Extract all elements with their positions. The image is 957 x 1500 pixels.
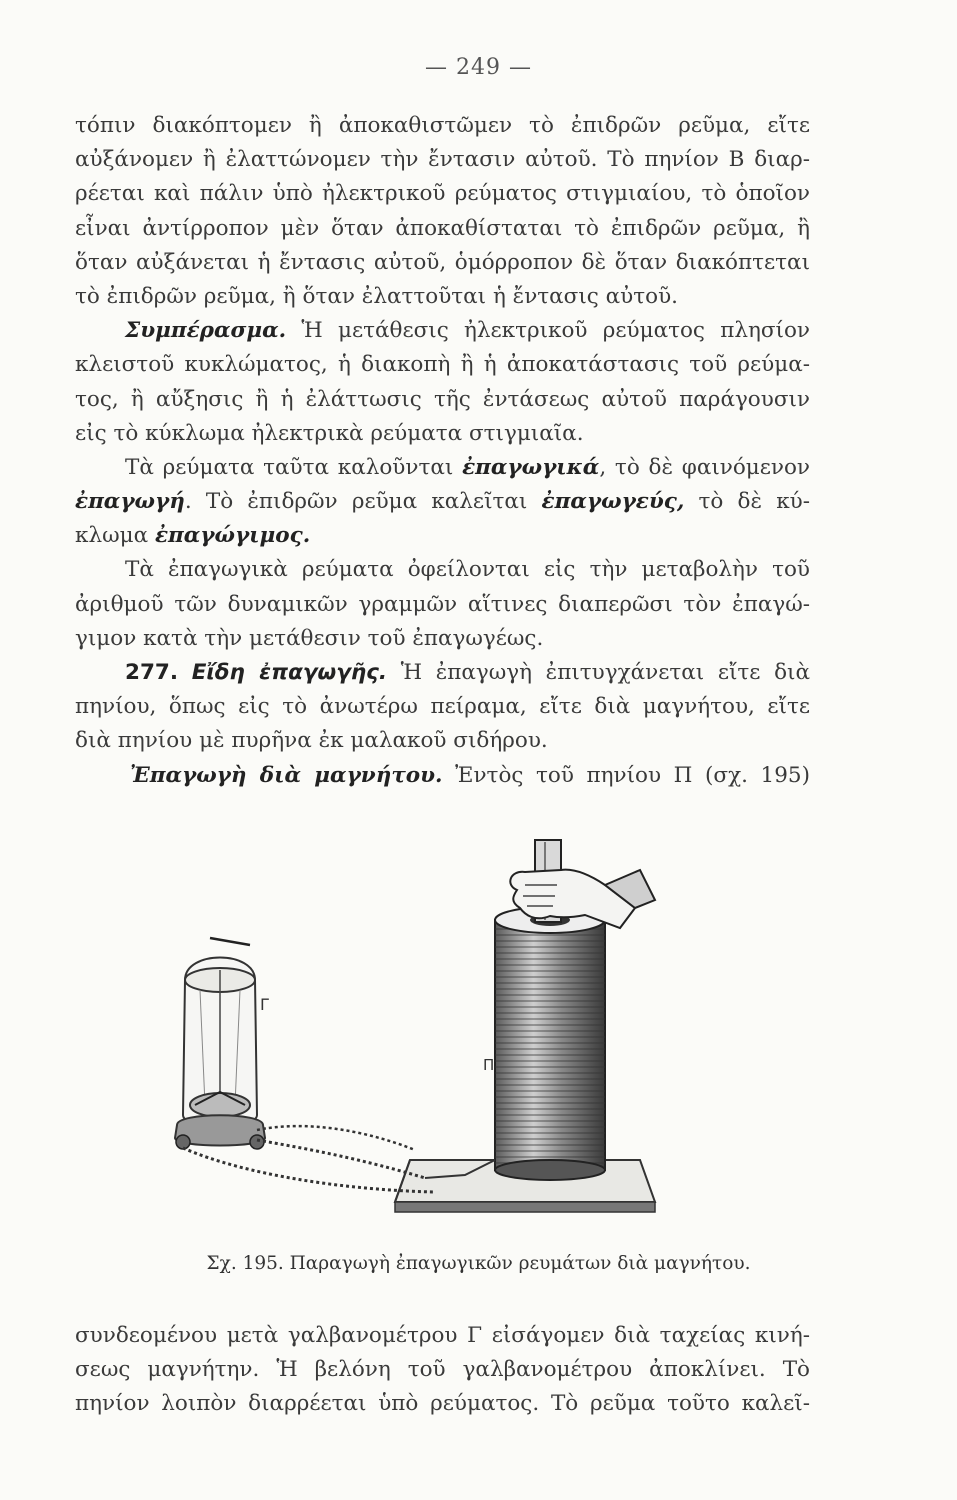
text-line: αὐξάνομεν ἢ ἐλαττώνομεν τὴν ἔντασιν αὐτοῦ. Τὸ πηνίον Β διαρ-: [75, 147, 810, 173]
text-line: πηνίον λοιπὸν διαρρέεται ὑπὸ ρεύματος. Τὸ ρεῦμα τοῦτο καλεῖ-: [75, 1391, 810, 1417]
text-fragment: Τὰ ρεύματα ταῦτα καλοῦνται: [125, 454, 454, 480]
induction-line-1: [75, 451, 810, 485]
section-text: Ἡ ἐπαγωγὴ ἐπιτυγχάνεται εἴτε διὰ: [400, 660, 810, 685]
magnet-heading: Ἐπαγωγὴ διὰ μαγνήτου.: [130, 762, 443, 788]
text-line: διὰ πηνίου μὲ πυρῆνα ἐκ μαλακοῦ σιδήρου.: [75, 728, 548, 754]
text-line: σεως μαγνήτην. Ἡ βελόνη τοῦ γαλβανομέτρου ἀποκλίνει. Τὸ: [75, 1357, 810, 1383]
figure-induction-apparatus: [165, 830, 805, 1250]
text-line: συνδεομένου μετὰ γαλβανομέτρου Γ εἰσάγομεν διὰ ταχείας κινή-: [75, 1323, 810, 1348]
text-line: γιμον κατὰ τὴν μετάθεσιν τοῦ ἐπαγωγέως.: [75, 625, 544, 651]
term-inductor: ἐπαγωγεύς,: [541, 489, 685, 515]
term-inducible: ἐπαγώγιμος.: [154, 523, 311, 549]
text-fragment: . Τὸ ἐπιδρῶν ρεῦμα καλεῖται: [184, 489, 528, 515]
page-number: — 249 —: [425, 55, 532, 80]
label-gamma: Γ: [260, 995, 269, 1014]
induction-line-3: [75, 519, 810, 553]
text-line: ἀριθμοῦ τῶν δυναμικῶν γραμμῶν αἵτινες διαπερῶσι τὸν ἐπαγώ-: [75, 591, 810, 617]
text-line: τος, ἢ αὔξησις ἢ ἡ ἐλάττωσις τῆς ἐντάσεως αὐτοῦ παράγουσιν: [75, 386, 810, 412]
section-number: 277.: [125, 660, 179, 685]
text-line: πηνίου, ὅπως εἰς τὸ ἀνωτέρω πείραμα, εἴτε διὰ μαγνήτου, εἴτε: [75, 694, 810, 720]
text-line: τὸ ἐπιδρῶν ρεῦμα, ἢ ὅταν ἐλαττοῦται ἡ ἔντασις αὐτοῦ.: [75, 283, 678, 309]
text-block-bottom: [75, 1319, 810, 1422]
text-block-main: [75, 109, 810, 793]
conclusion-heading: Συμπέρασμα.: [125, 318, 287, 344]
text-line: ρέεται καὶ πάλιν ὑπὸ ἠλεκτρικοῦ ρεύματος στιγμιαίου, τὸ ὁποῖον: [75, 181, 810, 207]
text-fragment: , τὸ δὲ φαινόμενον: [599, 454, 810, 480]
text-line: εἶναι ἀντίρροπον μὲν ὅταν ἀποκαθίσταται τὸ ἐπιδρῶν ρεῦμα, ἢ: [75, 215, 810, 241]
label-pi: Π: [483, 1056, 495, 1074]
section-heading-line: [75, 656, 810, 690]
conclusion-text: Ἡ μετάθεσις ἠλεκτρικοῦ ρεύματος πλησίον: [301, 318, 810, 344]
magnet-heading-line: [75, 759, 810, 793]
text-fragment: τὸ δὲ κύ-: [698, 489, 811, 515]
magnet-text: Ἐντὸς τοῦ πηνίου Π (σχ. 195): [455, 762, 810, 788]
figure-caption: Σχ. 195. Παραγωγὴ ἐπαγωγικῶν ρευμάτων διὰ μαγνήτου.: [206, 1253, 751, 1274]
induction-line-2: [75, 485, 810, 519]
coil: [495, 907, 605, 1180]
galvanometer: [175, 938, 265, 1149]
conclusion-line: [75, 314, 810, 348]
text-line: τόπιν διακόπτομεν ἢ ἀποκαθιστῶμεν τὸ ἐπιδρῶν ρεῦμα, εἴτε: [75, 113, 810, 138]
text-line: Τὰ ἐπαγωγικὰ ρεύματα ὀφείλονται εἰς τὴν μεταβολὴν τοῦ: [125, 557, 810, 583]
text-line: ὅταν αὐξάνεται ἡ ἔντασις αὐτοῦ, ὁμόρροπον δὲ ὅταν διακόπτεται: [75, 249, 810, 275]
term-inductive: ἐπαγωγικά: [462, 454, 600, 480]
text-line: κλειστοῦ κυκλώματος, ἡ διακοπὴ ἢ ἡ ἀποκατάστασις τοῦ ρεύμα-: [75, 352, 810, 378]
term-induction: ἐπαγωγή: [75, 489, 185, 515]
text-fragment: κλωμα: [75, 523, 149, 549]
text-line: εἰς τὸ κύκλωμα ἠλεκτρικὰ ρεύματα στιγμιαῖα.: [75, 420, 584, 446]
section-title: Εἴδη ἐπαγωγῆς.: [191, 660, 388, 685]
